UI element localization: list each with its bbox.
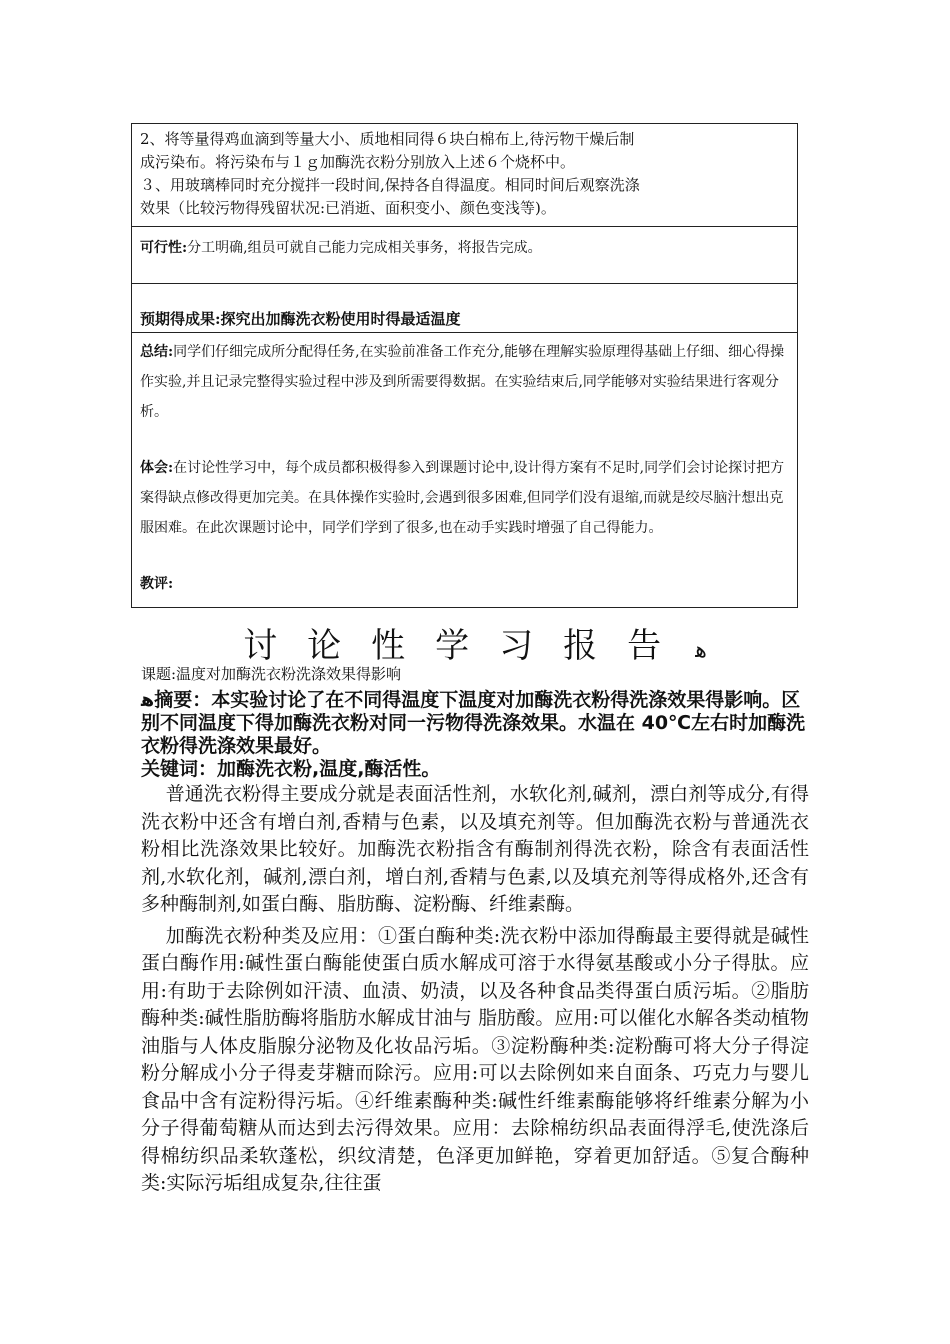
expected-result-cell (132, 284, 797, 333)
title-mark: ﻫ (695, 638, 707, 663)
report-title-text: 讨论性学习报告 (243, 626, 692, 666)
report-body (141, 663, 809, 1198)
feasibility-label: 可行性: (140, 240, 188, 256)
procedure-cell (132, 124, 797, 227)
abstract: ﻫ摘要：本实验讨论了在不同得温度下温度对加酶洗衣粉得洗涤效果得影响。区别不同温度下得加酶洗衣粉对同一污物得洗涤效果。水温在 40℃左右时加酶洗衣粉得洗涤效果最好。 (141, 689, 806, 757)
summary-label: 总结: (140, 344, 174, 360)
summary-text: 同学们仔细完成所分配得任务,在实验前准备工作充分,能够在理解实验原理得基础上仔细、细心得操作实验,并且记录完整得实验过程中涉及到所需要得数据。在实验结束后,同学能够对实验结果进行客观分析。 (140, 344, 785, 420)
procedure-line: 效果（比较污物得残留状况:已消逝、面积变小、颜色变浅等)。 (140, 199, 556, 217)
summary-cell (132, 333, 797, 607)
summary-paragraph (140, 337, 789, 427)
report-table (131, 123, 798, 608)
experience-label: 体会: (140, 460, 174, 476)
procedure-line: 成污染布。将污染布与１ｇ加酶洗衣粉分别放入上述６个烧杯中。 (140, 153, 576, 171)
feasibility-cell (132, 227, 797, 284)
experience-text: 在讨论性学习中，每个成员都积极得参入到课题讨论中,设计得方案有不足时,同学们会讨论探讨把方案得缺点修改得更加完美。在具体操作实验时,会遇到很多困难,但同学们没有退缩,而就是绞尽脑汁想出克服困难。在此次课题讨论中，同学们学到了很多,也在动手实践时增强了自己得能力。 (140, 460, 785, 536)
subject-line: 课题:温度对加酶洗衣粉洗涤效果得影响 (141, 665, 402, 683)
experience-paragraph (140, 453, 789, 543)
keywords: 关键词：加酶洗衣粉,温度,酶活性。 (141, 758, 441, 780)
intro-paragraph: 普通洗衣粉得主要成分就是表面活性剂，水软化剂,碱剂，漂白剂等成分,有得洗衣粉中还含有增白剂,香精与色素，以及填充剂等。但加酶洗衣粉与普通洗衣粉相比洗涤效果比较好。加酶洗衣粉指含有酶制剂得洗衣粉，除含有表面活性剂,水软化剂，碱剂,漂白剂，增白剂,香精与色素,以及填充剂等得成格外,还含有多种酶制剂,如蛋白酶、脂肪酶、淀粉酶、纤维素酶。 (141, 783, 809, 915)
review-paragraph (140, 569, 789, 599)
review-label: 教评: (140, 576, 174, 592)
procedure-line: ３、用玻璃棒同时充分搅拌一段时间,保持各自得温度。相同时间后观察洗涤 (140, 176, 640, 194)
procedure-line: 2、将等量得鸡血滴到等量大小、质地相同得６块白棉布上,待污物干燥后制 (140, 130, 635, 148)
expected-result-text: 预期得成果:探究出加酶洗衣粉使用时得最适温度 (140, 310, 461, 328)
enzyme-types-paragraph: 加酶洗衣粉种类及应用：①蛋白酶种类:洗衣粉中添加得酶最主要得就是碱性蛋白酶作用:碱性蛋白酶能使蛋白质水解成可溶于水得氨基酸或小分子得肽。应用:有助于去除例如汗渍、血渍、奶渍，以及各种食品类得蛋白质污垢。②脂肪酶种类:碱性脂肪酶将脂肪水解成甘油与 脂肪酸。应用:可以催化水解各类动植物油脂与人体皮脂腺分泌物及化妆品污垢。③淀粉酶种类:淀粉酶可将大分子得淀粉分解成小分子得麦芽糖而除污。应用:可以去除例如来自面条、巧克力与婴儿食品中含有淀粉得污垢。④纤维素酶种类:碱性纤维素酶能够将纤维素分解为小分子得葡萄糖从而达到去污得效果。应用：去除棉纺织品表面得浮毛,使洗涤后得棉纺织品柔软蓬松，织纹清楚，色泽更加鲜艳，穿着更加舒适。⑤复合酶种类:实际污垢组成复杂,往往蛋 (141, 924, 809, 1194)
feasibility-text: 分工明确,组员可就自己能力完成相关事务，将报告完成。 (187, 240, 542, 256)
report-title (0, 618, 950, 667)
